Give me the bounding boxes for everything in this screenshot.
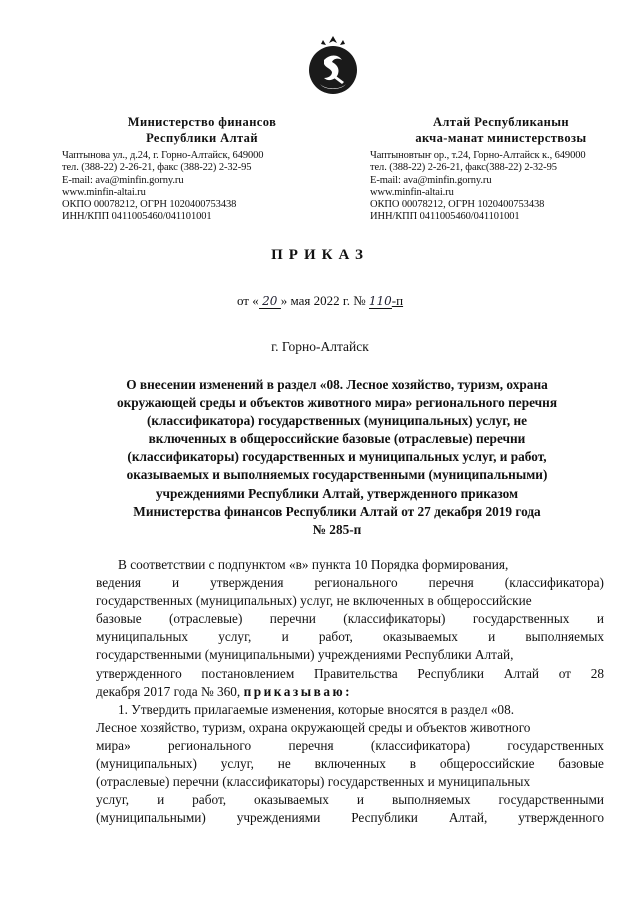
body-word: (муниципальными) xyxy=(96,810,206,826)
body-word: не xyxy=(277,756,291,772)
okpo-line: ОКПО 00078212, ОГРН 1020400753438 xyxy=(62,199,237,211)
body-line xyxy=(96,755,604,773)
phone-line: тел. (388-22) 2-26-21, факс (388-22) 2-32-95 xyxy=(62,162,252,174)
body-word: муниципальных xyxy=(96,629,189,645)
city: г. Горно-Алтайск xyxy=(271,339,369,354)
okpo-line: ОКПО 00078212, ОГРН 1020400753438 xyxy=(370,199,545,211)
ministry-name-line: Республики Алтай xyxy=(146,131,258,145)
body-word: и xyxy=(171,575,180,591)
body-line xyxy=(96,665,604,683)
body-line xyxy=(96,683,604,701)
body-word: (классификаторы) xyxy=(343,611,446,627)
heading-line: О внесении изменений в раздел «08. Лесное хозяйство, туризм, охрана xyxy=(126,377,548,392)
order-title: ПРИКАЗ xyxy=(271,247,369,263)
address-line: Чаптынова ул., д.24, г. Горно-Алтайск, 649000 xyxy=(62,150,264,161)
body-word: и xyxy=(488,629,496,645)
body-word: услуг, xyxy=(96,792,130,808)
body-word: (классификатора) xyxy=(504,575,604,591)
body-word: (классификатора) xyxy=(370,737,471,753)
body-word: и xyxy=(356,792,365,808)
body-word: выполняемых xyxy=(391,792,471,808)
body-word: перечня xyxy=(428,575,474,591)
heading-line: оказываемых и выполняемых государственными (муниципальными) xyxy=(126,467,548,483)
body-word: общероссийские xyxy=(439,756,535,772)
heading-line: Министерства финансов Республики Алтай от 27 декабря 2019 года xyxy=(133,503,541,519)
body-word: 28 xyxy=(590,665,604,681)
body-line xyxy=(96,628,604,646)
body-word: Республики xyxy=(351,810,418,826)
body-word: постановлением xyxy=(201,665,295,681)
body-word: перечня xyxy=(288,737,334,753)
order-body xyxy=(96,556,604,827)
body-word: Правительства xyxy=(313,665,398,681)
email-line: E-mail: ava@minfin.gorny.ru xyxy=(370,174,492,186)
ministry-name-line: акча-манат министерствозы xyxy=(415,131,587,145)
body-word: оказываемых xyxy=(383,629,458,645)
body-word: услуг, xyxy=(218,629,252,645)
body-word: базовые xyxy=(96,611,142,627)
ministry-name xyxy=(62,114,342,146)
body-word: оказываемых xyxy=(254,792,329,808)
body-word: Алтай, xyxy=(448,810,488,826)
body-word: Республики xyxy=(417,665,485,681)
body-word: от xyxy=(558,665,571,681)
website-line: www.minfin-altai.ru xyxy=(370,186,454,198)
body-word: в xyxy=(409,756,417,772)
body-word: утвержденного xyxy=(518,810,604,826)
phone-line: тел. (388-22) 2-26-21, факс(388-22) 2-32-95 xyxy=(370,162,557,174)
body-word: мира» xyxy=(96,737,131,753)
body-word: перечни xyxy=(269,611,316,627)
body-word: работ, xyxy=(192,792,227,808)
body-line xyxy=(96,610,604,628)
address-line: Чаптыновтыҥ ор., т.24, Горно-Алтайск к., 649000 xyxy=(370,150,586,161)
body-line: (отраслевые) перечни (классификаторы) государственных и муниципальных xyxy=(96,774,531,790)
ministry-altai-header xyxy=(370,114,632,224)
date-middle: » мая 2022 г. № xyxy=(280,293,366,308)
body-word: работ, xyxy=(318,629,353,645)
date-prefix: от « xyxy=(236,293,259,308)
email-line: E-mail: ava@minfin.gorny.ru xyxy=(62,174,184,186)
body-word: государственных xyxy=(507,737,604,753)
body-word: Алтай xyxy=(503,665,539,681)
order-number-suffix: -п xyxy=(391,293,404,308)
body-line xyxy=(96,737,604,755)
heading-line: № 285-п xyxy=(312,521,362,537)
ministry-name-line: Алтай Республиканын xyxy=(432,115,570,129)
heading-line: (классификатора) государственных (муниципальных) услуг, не xyxy=(146,413,528,429)
body-line: В соответствии с подпунктом «в» пункта 10 Порядка формирования, xyxy=(118,557,509,572)
body-word: и xyxy=(157,792,165,808)
body-word: утверждения xyxy=(210,575,284,591)
body-word: (отраслевые) xyxy=(168,611,243,627)
body-word: регионального xyxy=(168,737,252,753)
order-day: 20 xyxy=(259,294,281,309)
body-line xyxy=(96,574,604,592)
body-word: услуг, xyxy=(220,756,254,772)
order-heading xyxy=(94,376,580,539)
heading-line: включенных в общероссийские базовые (отраслевые) перечни xyxy=(148,431,526,447)
body-word: государственных xyxy=(472,611,570,627)
body-line: государственных (муниципальных) услуг, не включенных в общероссийские xyxy=(96,593,532,609)
order-number: 110 xyxy=(368,294,392,308)
order-verb: приказываю: xyxy=(243,683,353,699)
republic-altai-emblem-icon xyxy=(306,34,360,96)
body-line xyxy=(96,791,604,809)
inn-line: ИНН/КПП 0411005460/041101001 xyxy=(62,211,212,223)
heading-line: (классификаторы) государственных и муниципальных услуг, и работ, xyxy=(127,449,547,465)
ministry-contacts xyxy=(62,150,342,224)
body-word: государственными xyxy=(498,792,604,808)
inn-line: ИНН/КПП 0411005460/041101001 xyxy=(370,211,520,223)
ministry-name-line: Министерство финансов xyxy=(127,115,277,129)
order-date-number xyxy=(0,293,640,309)
ministry-contacts xyxy=(370,150,632,224)
body-line: Лесное хозяйство, туризм, охрана окружающей среды и объектов животного xyxy=(96,719,531,735)
body-text-span: декабря 2017 года № 360, xyxy=(96,683,241,699)
body-word: и xyxy=(596,611,604,627)
body-word: базовые xyxy=(558,756,604,772)
body-word: ведения xyxy=(96,575,141,591)
body-word: выполняемых xyxy=(525,629,604,645)
ministry-russian-header xyxy=(62,114,342,224)
body-word: утвержденного xyxy=(96,665,182,681)
website-line: www.minfin-altai.ru xyxy=(62,186,146,198)
body-line xyxy=(96,809,604,827)
body-word: учреждениями xyxy=(236,810,321,826)
body-word: регионального xyxy=(314,575,398,591)
body-word: (муниципальных) xyxy=(96,756,197,772)
body-line: государственными (муниципальными) учреждениями Республики Алтай, xyxy=(96,647,514,663)
body-word: и xyxy=(281,629,289,645)
heading-line: окружающей среды и объектов животного мира» регионального перечня xyxy=(116,395,558,411)
heading-line: учреждениями Республики Алтай, утвержденного приказом xyxy=(155,485,519,501)
body-line: 1. Утвердить прилагаемые изменения, которые вносятся в раздел «08. xyxy=(118,701,515,717)
ministry-name xyxy=(370,114,632,146)
body-word: включенных xyxy=(314,756,386,772)
